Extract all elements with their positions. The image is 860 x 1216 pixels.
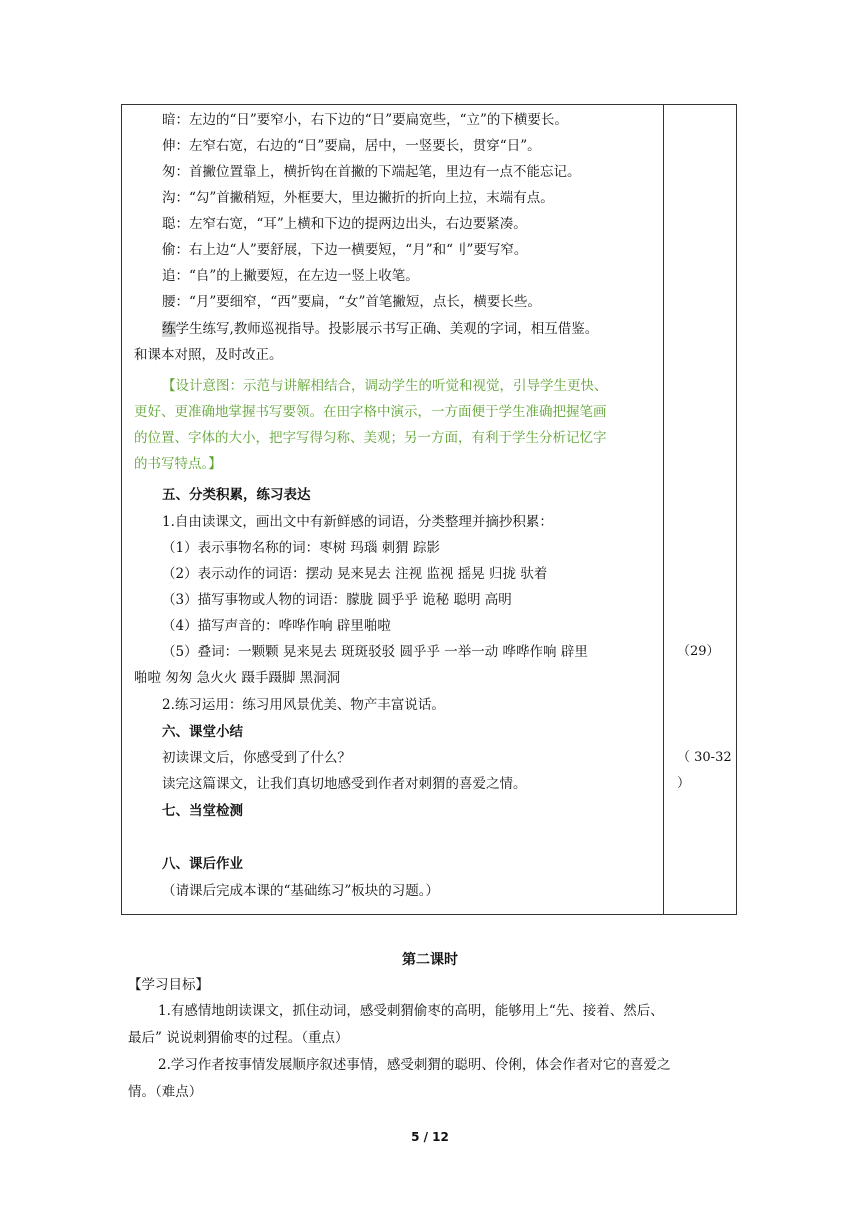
design-intent-2: 更好、更准确地掌握书写要领。在田字格中演示，一方面便于学生准确把握笔画	[134, 404, 607, 420]
practice-highlight: 练	[162, 321, 176, 337]
char-note-tou: 偷：右上边“人”要舒展，下边一横要短，“月”和“刂”要写窄。	[162, 242, 528, 258]
summary-line-1: 初读课文后，你感受到了什么？	[162, 750, 351, 766]
word-group-2: （2）表示动作的词语：摆动 晃来晃去 注视 监视 摇晃 归拢 驮着	[162, 566, 548, 582]
side-note-30-32: （ 30-32	[677, 750, 732, 765]
practice-line-2: 和课本对照，及时改正。	[134, 347, 283, 363]
lesson-table	[121, 104, 737, 915]
word-group-1: （1）表示事物名称的词：枣树 玛瑙 刺猬 踪影	[162, 540, 440, 556]
section-5-intro: 1.自由读课文，画出文中有新鲜感的词语，分类整理并摘抄积累：	[162, 514, 553, 530]
section-6-heading: 六、课堂小结	[162, 724, 243, 740]
section-7-heading: 七、当堂检测	[162, 803, 243, 819]
word-group-5-cont: 啪啦 匆匆 急火火 蹑手蹑脚 黑洞洞	[134, 670, 341, 686]
page-number: 5 / 12	[411, 1130, 449, 1144]
char-note-cong2: 聪：左窄右宽，“耳”上横和下边的提两边出头，右边要紧凑。	[162, 216, 527, 232]
char-note-cong: 匆：首撇位置靠上，横折钩在首撇的下端起笔，里边有一点不能忘记。	[162, 164, 581, 180]
side-note-close: ）	[677, 776, 691, 791]
lesson-2-title: 第二课时	[402, 952, 458, 968]
section-5-practice: 2.练习运用：练习用风景优美、物产丰富说话。	[162, 697, 445, 713]
word-group-3: （3）描写事物或人物的词语：朦胧 圆乎乎 诡秘 聪明 高明	[162, 592, 512, 608]
goal-1-cont: 最后” 说说刺猬偷枣的过程。（重点）	[128, 1030, 349, 1046]
section-5-heading: 五、分类积累，练习表达	[162, 487, 311, 503]
practice-line: 练学生练写,教师巡视指导。投影展示书写正确、美观的字词，相互借鉴。	[162, 321, 599, 337]
goals-heading: 【学习目标】	[128, 977, 209, 993]
word-group-5: （5）叠词：一颗颗 晃来晃去 斑斑驳驳 圆乎乎 一举一动 哗哗作响 辟里	[162, 644, 588, 660]
char-note-zhui: 追：“𠂤”的上撇要短，在左边一竖上收笔。	[162, 268, 419, 284]
design-intent-1: 【设计意图：示范与讲解相结合，调动学生的听觉和视觉，引导学生更快、	[162, 378, 608, 394]
design-intent-4: 的书写特点。】	[134, 456, 222, 472]
char-note-an: 暗：左边的“日”要窄小，右下边的“日”要扁宽些，“立”的下横要长。	[162, 112, 568, 128]
char-note-yao: 腰：“月”要细窄，“西”要扁，“女”首笔撇短，点长，横要长些。	[162, 294, 541, 310]
goal-2-cont: 情。（难点）	[128, 1084, 203, 1100]
goal-1: 1.有感情地朗读课文，抓住动词，感受刺猬偷枣的高明，能够用上“先、接着、然后、	[158, 1003, 664, 1019]
goal-2: 2.学习作者按事情发展顺序叙述事情，感受刺猬的聪明、伶俐，体会作者对它的喜爱之	[158, 1057, 671, 1073]
word-group-4: （4）描写声音的：哗哗作响 辟里啪啦	[162, 618, 391, 634]
char-note-shen: 伸：左窄右宽，右边的“日”要扁，居中，一竖要长，贯穿“日”。	[162, 138, 541, 154]
char-note-gou: 沟：“勾”首撇稍短，外框要大，里边撇折的折向上拉，末端有点。	[162, 190, 554, 206]
side-note-29: （29）	[677, 644, 720, 659]
design-intent-3: 的位置、字体的大小，把字写得匀称、美观；另一方面，有利于学生分析记忆字	[134, 430, 607, 446]
column-divider	[663, 105, 664, 914]
homework-line: （请课后完成本课的“基础练习”板块的习题。）	[162, 883, 440, 899]
summary-line-2: 读完这篇课文，让我们真切地感受到作者对刺猬的喜爱之情。	[162, 776, 527, 792]
section-8-heading: 八、课后作业	[162, 856, 243, 872]
